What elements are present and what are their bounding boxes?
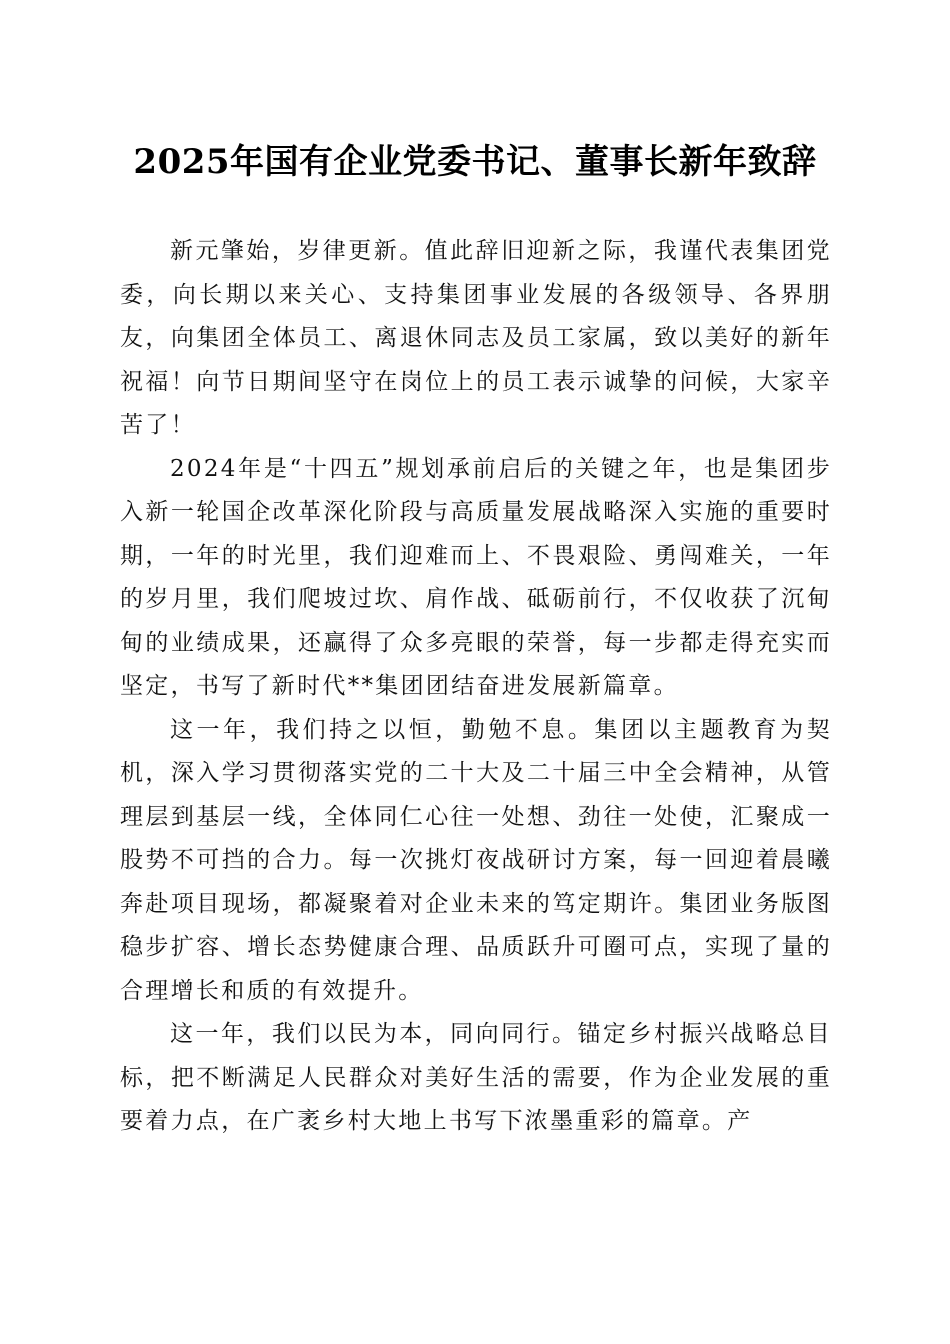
document-body	[120, 230, 832, 1144]
paragraph-1: 新元肇始，岁律更新。值此辞旧迎新之际，我谨代表集团党委，向长期以来关心、支持集团事业发展的各级领导、各界朋友，向集团全体员工、离退休同志及员工家属，致以美好的新年祝福！向节日期间坚守在岗位上的员工表示诚挚的问候，大家辛苦了！	[120, 238, 832, 438]
paragraph-2: 2024年是“十四五”规划承前启后的关键之年，也是集团步入新一轮国企改革深化阶段与高质量发展战略深入实施的重要时期，一年的时光里，我们迎难而上、不畏艰险、勇闯难关，一年的岁月里，我们爬坡过坎、肩作战、砥砺前行，不仅收获了沉甸甸的业绩成果，还赢得了众多亮眼的荣誉，每一步都走得充实而坚定，书写了新时代**集团团结奋进发展新篇章。	[120, 455, 832, 699]
paragraph-3: 这一年，我们持之以恒，勤勉不息。集团以主题教育为契机，深入学习贯彻落实党的二十大及二十届三中全会精神，从管理层到基层一线，全体同仁心往一处想、劲往一处使，汇聚成一股势不可挡的合力。每一次挑灯夜战研讨方案，每一回迎着晨曦奔赴项目现场，都凝聚着对企业未来的笃定期许。集团业务版图稳步扩容、增长态势健康合理、品质跃升可圈可点，实现了量的合理增长和质的有效提升。	[120, 716, 832, 1004]
paragraph-4: 这一年，我们以民为本，同向同行。锚定乡村振兴战略总目标，把不断满足人民群众对美好生活的需要，作为企业发展的重要着力点，在广袤乡村大地上书写下浓墨重彩的篇章。产	[120, 1021, 832, 1134]
document-title: 2025年国有企业党委书记、董事长新年致辞	[133, 142, 817, 182]
